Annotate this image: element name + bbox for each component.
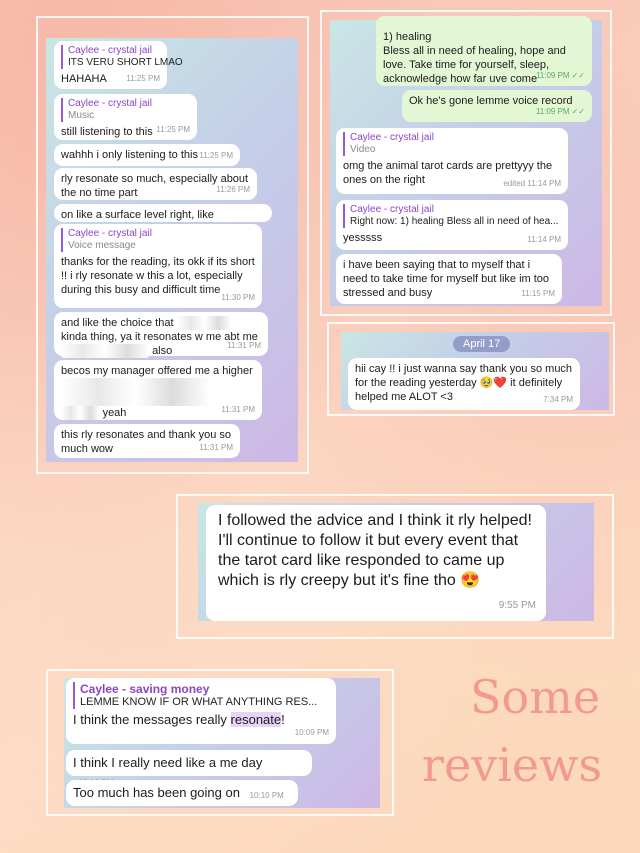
message-text: i have been saying that to myself that i need to take time for myself but like im too stressed and busy (343, 259, 550, 299)
message-text: ! (281, 712, 285, 727)
double-check-icon: ✓✓ (571, 107, 585, 116)
chat-panel-3 (341, 332, 609, 410)
message-bubble[interactable] (206, 505, 546, 621)
title-line-2: reviews (422, 738, 603, 792)
message-text: thanks for the reading, its okk if its short !! i rly resonate w this a lot, especially during this busy and difficult time (61, 256, 255, 296)
message-bubble[interactable] (54, 424, 240, 458)
message-time: edited 11:14 PM (503, 179, 561, 188)
message-time: 11:15 PM (521, 289, 555, 298)
reply-type: Video (350, 144, 376, 155)
message-time: 11:09 PM ✓✓ (535, 107, 585, 116)
message-bubble[interactable] (54, 144, 240, 166)
reply-preview[interactable] (73, 682, 329, 709)
message-bubble[interactable] (336, 254, 562, 304)
reply-sender: Caylee - saving money (80, 682, 210, 696)
redacted-text (61, 378, 210, 392)
reply-text: ITS VERU SHORT LMAO (68, 57, 183, 68)
message-text: I followed the advice and I think it rly helped! I'll continue to follow it but every event that the tarot card like responded to came up which is rly creepy but it's fine tho 😍 (218, 512, 532, 589)
reply-sender: Caylee - crystal jail (68, 45, 152, 56)
message-text: Too much has been going on (73, 785, 240, 800)
reply-preview[interactable] (61, 228, 255, 252)
chat-panel-1 (46, 38, 298, 462)
redacted-text (61, 344, 149, 358)
reply-text: LEMME KNOW IF OR WHAT ANYTHING RES... (80, 696, 318, 708)
reply-sender: Caylee - crystal jail (350, 204, 434, 215)
message-text: yesssss (343, 232, 383, 244)
reply-sender: Caylee - crystal jail (68, 228, 152, 239)
message-time: 11:25 PM (156, 125, 190, 134)
reply-type: Music (68, 110, 95, 121)
outgoing-message-bubble[interactable] (402, 90, 592, 122)
reply-preview[interactable] (61, 98, 190, 122)
double-check-icon: ✓✓ (571, 71, 585, 80)
message-time: 9:55 PM (498, 600, 536, 611)
redacted-text (61, 392, 210, 406)
message-time: 11:31 PM (227, 341, 261, 350)
message-time: 10:10 PM (249, 791, 284, 800)
message-text: on like a surface level right, like (61, 209, 214, 221)
reply-sender: Caylee - crystal jail (350, 132, 434, 143)
reply-type: Voice message (68, 240, 136, 251)
message-bubble[interactable] (54, 204, 272, 222)
message-time: 11:26 PM (216, 185, 250, 194)
message-bubble[interactable] (54, 41, 183, 89)
highlighted-text: resonate (230, 712, 282, 727)
message-time: 11:14 PM (527, 235, 561, 244)
message-time: 11:25 PM (126, 74, 160, 83)
message-time: 10:09 PM (294, 728, 329, 737)
redacted-text (61, 406, 100, 420)
title-line-1: Some (470, 670, 601, 724)
message-bubble[interactable] (336, 200, 568, 250)
message-text: HAHAHA (61, 73, 107, 85)
chat-panel-2 (330, 20, 602, 306)
message-bubble[interactable] (54, 94, 197, 140)
message-time: 11:09 PM ✓✓ (535, 71, 585, 80)
chat-panel-5 (64, 678, 380, 808)
message-bubble[interactable] (66, 780, 298, 806)
outgoing-message-bubble[interactable] (376, 16, 592, 86)
date-separator: April 17 (453, 336, 510, 352)
message-time: 7:34 PM (543, 395, 573, 404)
message-text: also (152, 345, 173, 357)
message-bubble[interactable] (348, 358, 580, 410)
message-bubble[interactable] (54, 168, 257, 200)
message-text: I think I really need like a me day (73, 755, 263, 770)
chat-panel-4 (198, 503, 594, 621)
message-time: 11:31 PM (221, 405, 255, 414)
message-text: yeah (102, 407, 127, 419)
message-text: rly resonate so much, especially about the no time part (61, 173, 249, 199)
reply-preview[interactable] (343, 132, 561, 156)
message-bubble[interactable] (54, 360, 262, 420)
message-text: kinda thing, ya it resonates w me abt me (61, 331, 258, 343)
message-text: 1) healing Bless all in need of healing, hope and love. Take time for yourself, sleep, acknowledge how far uve come (383, 31, 566, 85)
message-text: still listening to this (61, 126, 153, 138)
message-bubble[interactable] (336, 128, 568, 194)
message-text: Ok he's gone lemme voice record (409, 95, 573, 107)
message-text: hii cay !! i just wanna say thank you so much for the reading yesterday 🥹❤️ it definitely helped me ALOT <3 (355, 363, 573, 403)
message-time: 11:25 PM (199, 151, 233, 160)
message-text: becos my manager offered me a higher (61, 365, 253, 377)
message-text: wahhh i only listening to this (61, 149, 198, 161)
message-bubble[interactable] (54, 224, 262, 308)
message-text: and like the choice that (61, 317, 174, 329)
reply-preview[interactable] (343, 204, 561, 228)
message-text: omg the animal tarot cards are prettyyy the ones on the right (343, 160, 553, 186)
reply-text: Right now: 1) healing Bless all in need of hea... (350, 216, 559, 227)
message-bubble[interactable] (66, 750, 312, 776)
redacted-text (177, 316, 232, 330)
reply-preview[interactable] (61, 45, 183, 69)
message-bubble[interactable] (54, 312, 268, 356)
reply-sender: Caylee - crystal jail (68, 98, 152, 109)
message-time: 11:30 PM (221, 293, 255, 302)
message-bubble[interactable] (66, 678, 336, 744)
message-text: I think the messages really (73, 712, 231, 727)
message-text: this rly resonates and thank you so much wow (61, 429, 231, 455)
message-time: 11:31 PM (199, 443, 233, 452)
